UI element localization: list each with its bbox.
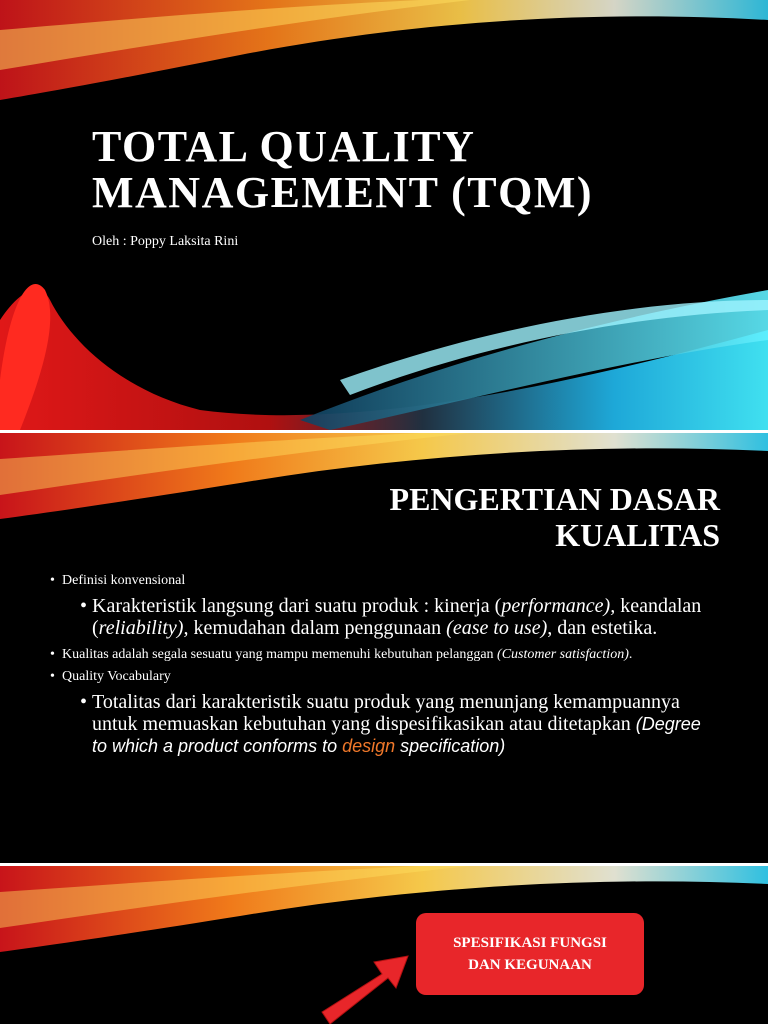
heading-line-2: KUALITAS (555, 517, 720, 553)
text-performance: performance), (501, 595, 616, 617)
text-degree: (Degree to which a product conforms to (92, 714, 701, 756)
callout-line-2: DAN KEGUNAAN (468, 957, 592, 973)
title-line-2: MANAGEMENT (TQM) (92, 168, 594, 217)
text: keandalan ( (92, 595, 702, 639)
callout-line-1: SPESIFIKASI FUNGSI (453, 935, 607, 951)
arrow-icon (322, 956, 408, 1024)
slide-heading (390, 481, 720, 553)
slide-body (50, 573, 720, 765)
text: Karakteristik langsung dari suatu produk : kinerja ( (92, 595, 502, 617)
text-reliability: reliability), (98, 617, 189, 639)
text-specification: specification) (395, 736, 506, 756)
heading-line-1: PENGERTIAN DASAR (389, 481, 720, 517)
title-line-1: TOTAL QUALITY (92, 122, 476, 171)
text-design: design (342, 736, 396, 756)
text-ease-to-use: (ease to use) (446, 617, 548, 639)
content-slide (0, 433, 768, 863)
swoosh-decoration (0, 866, 768, 1024)
slide-subtitle: Oleh : Poppy Laksita Rini (92, 234, 239, 249)
sub-bullet-totalitas (80, 691, 720, 757)
text: Totalitas dari karakteristik suatu produk yang menunjang kemampuannya untuk memuaskan kebutuhan yang dispesifikasikan atau ditetapkan (92, 691, 680, 735)
diagram-slide (0, 866, 768, 1024)
title-slide (0, 0, 768, 430)
text: . (628, 647, 633, 662)
text-customer-satisfaction: (Customer satisfaction) (497, 647, 629, 662)
bullet-definisi: • Definisi konvensional (50, 573, 720, 589)
text: Kualitas adalah segala sesuatu yang mampu memenuhi kebutuhan pelanggan (62, 647, 498, 662)
bullet-quality-vocabulary: • Quality Vocabulary (50, 669, 720, 685)
bullet-kualitas (50, 647, 720, 663)
slide-title (92, 124, 593, 216)
callout-box (416, 913, 644, 995)
text: , dan estetika. (547, 617, 658, 639)
sub-bullet-karakteristik (80, 595, 720, 639)
text: kemudahan dalam penggunaan (188, 617, 447, 639)
